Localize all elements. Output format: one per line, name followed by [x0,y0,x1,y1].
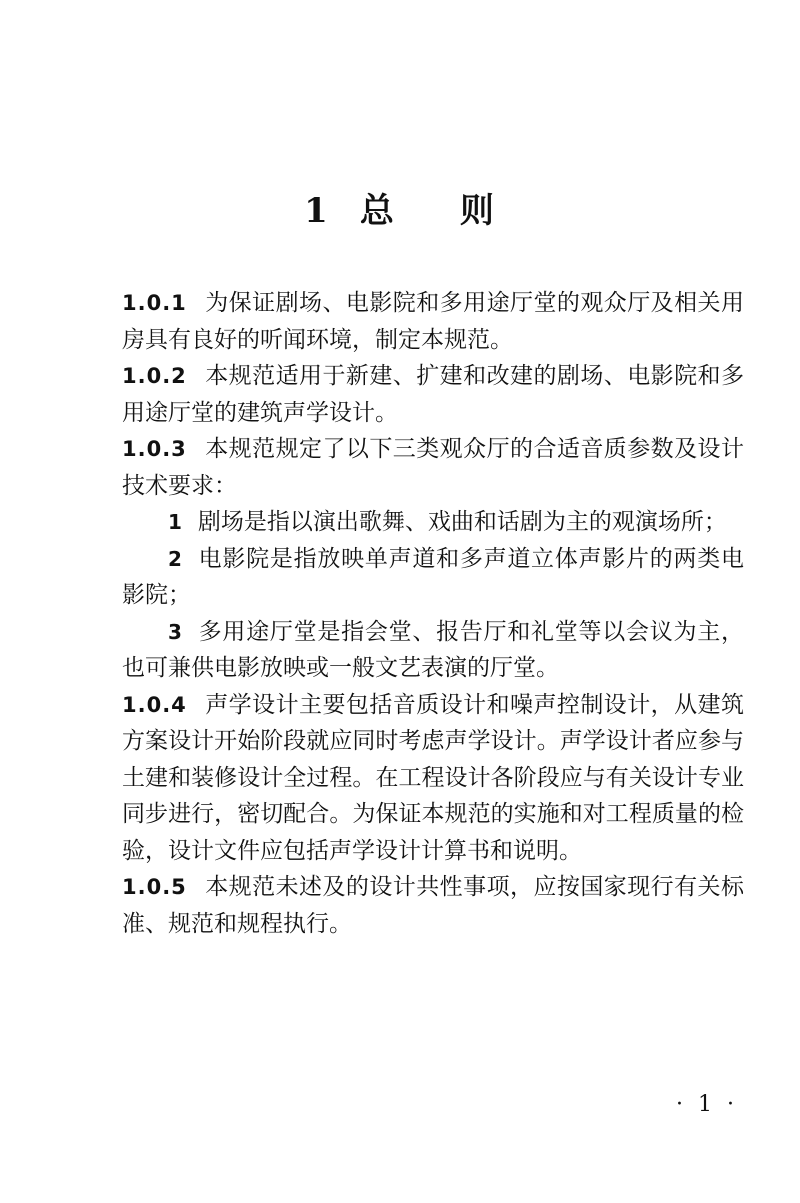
list-item [122,504,744,541]
clause-text: 声学设计主要包括音质设计和噪声控制设计，从建筑方案设计开始阶段就应同时考虑声学设计。声学设计者应参与土建和装修设计全过程。在工程设计各阶段应与有关设计专业同步进行，密切配合。为保证本规范的实施和对工程质量的检验，设计文件应包括声学设计计算书和说明。 [122,691,744,864]
body-text [122,285,744,942]
clause-1-0-2 [122,358,744,431]
clause-1-0-4 [122,687,744,870]
clause-1-0-5 [122,869,744,942]
item-text: 多用途厅堂是指会堂、报告厅和礼堂等以会议为主，也可兼供电影放映或一般文艺表演的厅堂。 [122,618,744,681]
clause-number: 1.0.5 [122,875,187,899]
item-number: 3 [168,619,182,644]
item-text: 电影院是指放映单声道和多声道立体声影片的两类电影院； [122,545,744,608]
chapter-number: 1 [304,191,330,231]
clause-text: 本规范规定了以下三类观众厅的合适音质参数及设计技术要求： [122,436,744,499]
clause-number: 1.0.1 [122,291,187,315]
chapter-title [0,183,800,232]
item-number: 1 [168,510,182,534]
list-item [122,614,744,687]
clause-number: 1.0.2 [122,364,187,388]
page-number: · 1 · [676,1092,738,1117]
list-item [122,541,744,614]
clause-text: 本规范适用于新建、扩建和改建的剧场、电影院和多用途厅堂的建筑声学设计。 [122,363,744,426]
item-number: 2 [168,546,182,571]
clause-text: 为保证剧场、电影院和多用途厅堂的观众厅及相关用房具有良好的听闻环境，制定本规范。 [122,290,744,353]
chapter-title-part2: 则 [459,191,496,231]
clause-1-0-1 [122,285,744,358]
clause-number: 1.0.3 [122,437,187,461]
clause-number: 1.0.4 [122,692,187,717]
chapter-title-part1: 总 [359,191,396,231]
clause-text: 本规范未述及的设计共性事项，应按国家现行有关标准、规范和规程执行。 [122,874,744,937]
clause-1-0-3 [122,431,744,504]
item-text: 剧场是指以演出歌舞、戏曲和话剧为主的观演场所； [197,509,727,535]
